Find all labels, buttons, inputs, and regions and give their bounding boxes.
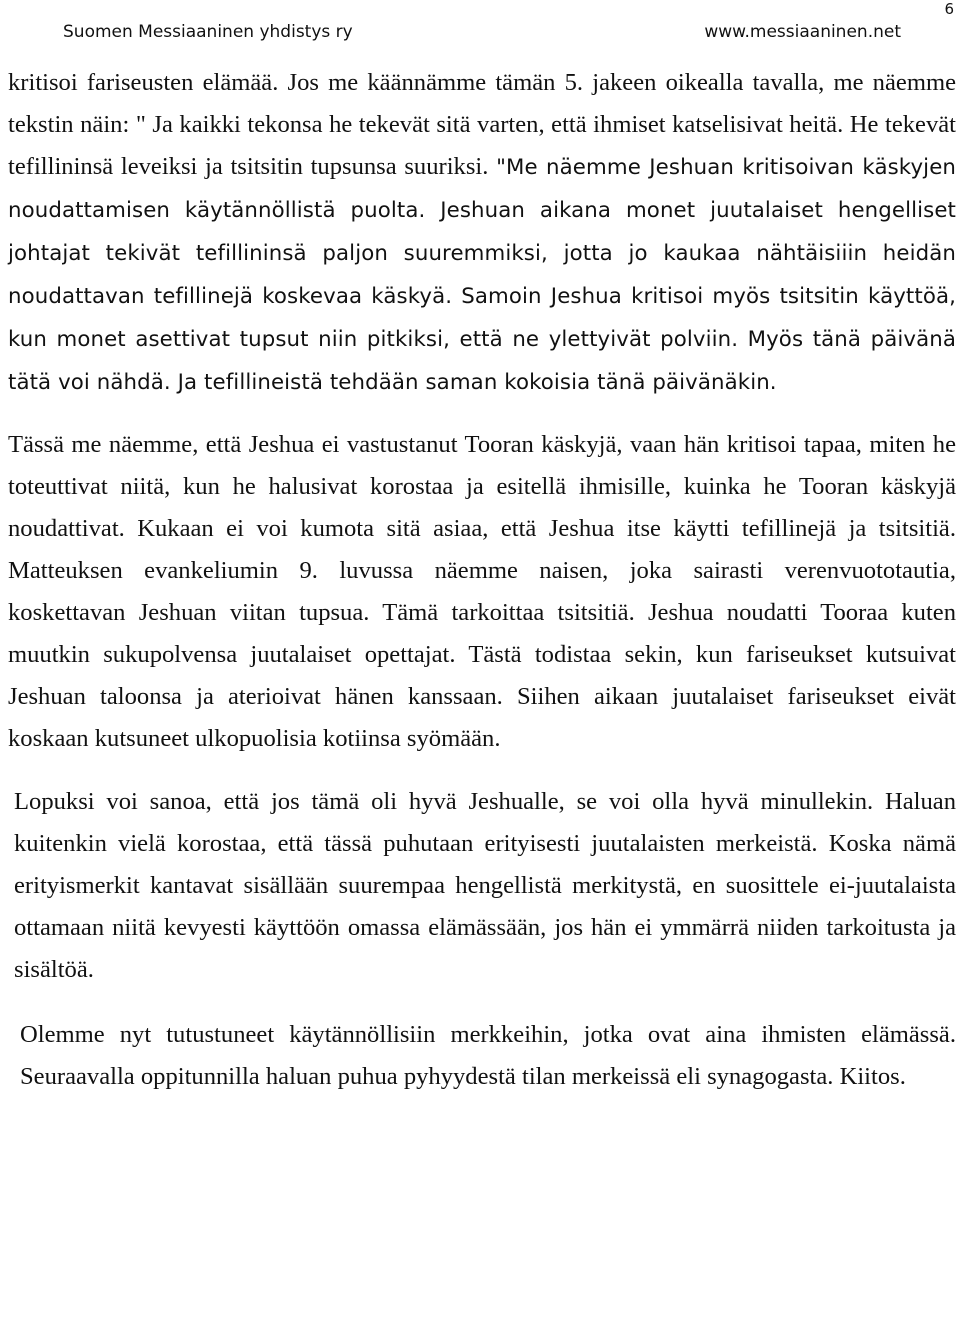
header-website[interactable]: www.messiaaninen.net	[704, 22, 901, 42]
page-number: 6	[944, 0, 954, 18]
paragraph-1	[8, 62, 956, 404]
paragraph-3-text: Lopuksi voi sanoa, että jos tämä oli hyvä Jeshualle, se voi olla hyvä minullekin. Haluan kuitenkin vielä korostaa, että tässä puhutaan erityisesti juutalaisten merkeistä. Koska nämä erityismerkit kantavat sisällään suurempaa hengellistä merkitystä, en suosittele ei-juutalaista ottamaan niitä kevyesti käyttöön omassa elämässään, jos hän ei ymmärrä niiden tarkoitusta ja sisältöä.	[14, 788, 956, 983]
paragraph-3	[8, 781, 956, 991]
paragraph-4	[8, 1014, 956, 1098]
paragraph-4-text: Olemme nyt tutustuneet käytännöllisiin merkkeihin, jotka ovat aina ihmisten elämässä. Seuraavalla oppitunnilla haluan puhua pyhyydestä tilan merkeissä eli synagogasta. Kiitos.	[20, 1021, 956, 1090]
page-header	[63, 22, 903, 48]
paragraph-1-serif-text: kritisoi fariseusten elämää. Jos me käännämme tämän 5. jakeen oikealla tavalla, me näemme tekstin näin: " Ja kaikki tekonsa he tekevät sitä varten, että ihmiset katselisivat heitä. He tekevät tefillininsä leveiksi ja tsitsitin tupsunsa suuriksi.	[8, 69, 956, 180]
document-body	[8, 62, 956, 1098]
paragraph-2	[8, 424, 956, 760]
paragraph-2-text: Tässä me näemme, että Jeshua ei vastustanut Tooran käskyjä, vaan hän kritisoi tapaa, miten he toteuttivat niitä, kun he halusivat korostaa ja esitellä ihmisille, kuinka he Tooran käskyjä noudattivat. Kukaan ei voi kumota sitä asiaa, että Jeshua itse käytti tefillinejä ja tsitsitiä. Matteuksen evankeliumin 9. luvussa näemme naisen, joka sairasti verenvuototautia, koskettavan Jeshuan viitan tupsua. Tämä tarkoittaa tsitsitiä. Jeshua noudatti Tooraa kuten muutkin sukupolvensa juutalaiset opettajat. Tästä todistaa sekin, kun fariseukset kutsuivat Jeshuan taloonsa ja aterioivat hänen kanssaan. Siihen aikaan juutalaiset fariseukset eivät koskaan kutsuneet ulkopuolisia kotiinsa syömään.	[8, 431, 956, 752]
header-organization: Suomen Messiaaninen yhdistys ry	[63, 22, 353, 42]
paragraph-1-sans-text: "Me näemme Jeshuan kritisoivan käskyjen noudattamisen käytännöllistä puolta. Jeshuan aikana monet juutalaiset hengelliset johtajat tekivät tefillininsä paljon suuremmiksi, jotta jo kaukaa nähtäisiiin heidän noudattavan tefillinejä koskevaa käskyä. Samoin Jeshua kritisoi myös tsitsitin käyttöä, kun monet asettivat tupsut niin pitkiksi, että ne ylettyivät polviin. Myös tänä päivänä tätä voi nähdä. Ja tefillineistä tehdään saman kokoisia tänä päivänäkin.	[8, 155, 956, 395]
